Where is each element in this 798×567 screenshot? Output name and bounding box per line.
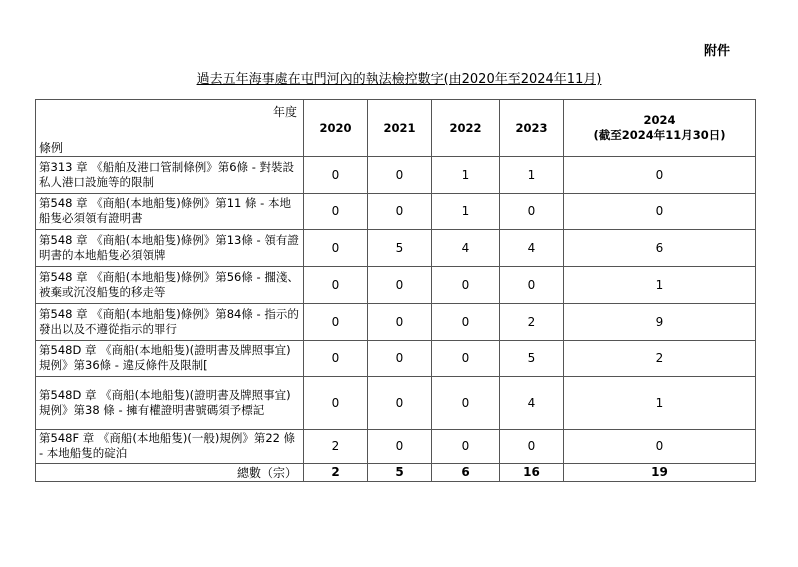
- year-header-label: 年度: [36, 100, 304, 139]
- ordinance-cell: 第548 章 《商船(本地船隻)條例》第84條 - 指示的發出以及不遵從指示的罪行: [36, 303, 304, 340]
- value-cell: 4: [500, 229, 564, 266]
- ordinance-cell: 第548 章 《商船(本地船隻)條例》第11 條 - 本地船隻必須領有證明書: [36, 193, 304, 229]
- category-header-label: 條例: [36, 139, 304, 157]
- year-header-2024: [564, 100, 756, 157]
- value-cell: 6: [564, 229, 756, 266]
- table-row: [36, 303, 756, 340]
- value-cell: 0: [432, 303, 500, 340]
- value-cell: 0: [304, 193, 368, 229]
- value-cell: 0: [432, 340, 500, 376]
- value-cell: 1: [564, 376, 756, 429]
- table-row: [36, 376, 756, 429]
- value-cell: 0: [304, 156, 368, 193]
- value-cell: 1: [432, 193, 500, 229]
- year-2024-label: 2024: [643, 112, 676, 127]
- value-cell: 0: [368, 340, 432, 376]
- total-value-2022: 6: [432, 463, 500, 481]
- value-cell: 0: [304, 340, 368, 376]
- total-value-2020: 2: [304, 463, 368, 481]
- document-title: 過去五年海事處在屯門河內的執法檢控數字(由2020年至2024年11月): [196, 72, 602, 87]
- value-cell: 0: [500, 266, 564, 303]
- ordinance-cell: 第548 章 《商船(本地船隻)條例》第56條 - 擱淺、被棄或沉沒船隻的移走等: [36, 266, 304, 303]
- table-row: [36, 429, 756, 463]
- year-header-2022: 2022: [432, 100, 500, 157]
- value-cell: 4: [432, 229, 500, 266]
- value-cell: 0: [564, 193, 756, 229]
- value-cell: 2: [304, 429, 368, 463]
- value-cell: 0: [432, 429, 500, 463]
- ordinance-cell: 第548D 章 《商船(本地船隻)(證明書及牌照事宜)規例》第36條 - 違反條件及限制[: [36, 340, 304, 376]
- table-row: [36, 156, 756, 193]
- total-value-2021: 5: [368, 463, 432, 481]
- table-row: [36, 193, 756, 229]
- total-row: [36, 463, 756, 481]
- value-cell: 0: [368, 156, 432, 193]
- year-header-2023: 2023: [500, 100, 564, 157]
- value-cell: 1: [564, 266, 756, 303]
- value-cell: 5: [368, 229, 432, 266]
- value-cell: 0: [368, 429, 432, 463]
- ordinance-cell: 第548F 章 《商船(本地船隻)(一般)規例》第22 條 - 本地船隻的碇泊: [36, 429, 304, 463]
- ordinance-cell: 第548 章 《商船(本地船隻)條例》第13條 - 領有證明書的本地船隻必須領牌: [36, 229, 304, 266]
- value-cell: 5: [500, 340, 564, 376]
- value-cell: 0: [564, 429, 756, 463]
- value-cell: 9: [564, 303, 756, 340]
- value-cell: 1: [432, 156, 500, 193]
- value-cell: 4: [500, 376, 564, 429]
- ordinance-cell: 第313 章 《船舶及港口管制條例》第6條 - 對裝設私人港口設施等的限制: [36, 156, 304, 193]
- table-row: [36, 340, 756, 376]
- value-cell: 1: [500, 156, 564, 193]
- value-cell: 0: [564, 156, 756, 193]
- value-cell: 0: [368, 303, 432, 340]
- total-value-2024: 19: [564, 463, 756, 481]
- value-cell: 0: [432, 266, 500, 303]
- annex-label: 附件: [703, 44, 730, 59]
- value-cell: 0: [368, 266, 432, 303]
- value-cell: 0: [500, 429, 564, 463]
- enforcement-table: [35, 99, 756, 482]
- ordinance-cell: 第548D 章 《商船(本地船隻)(證明書及牌照事宜)規例》第38 條 - 擁有權證明書號碼須予標記: [36, 376, 304, 429]
- year-header-2020: 2020: [304, 100, 368, 157]
- value-cell: 2: [500, 303, 564, 340]
- header-row: [36, 100, 756, 139]
- table-row: [36, 266, 756, 303]
- value-cell: 0: [368, 376, 432, 429]
- total-value-2023: 16: [500, 463, 564, 481]
- value-cell: 2: [564, 340, 756, 376]
- year-header-2021: 2021: [368, 100, 432, 157]
- value-cell: 0: [432, 376, 500, 429]
- value-cell: 0: [304, 266, 368, 303]
- value-cell: 0: [304, 303, 368, 340]
- table-row: [36, 229, 756, 266]
- value-cell: 0: [500, 193, 564, 229]
- value-cell: 0: [304, 376, 368, 429]
- value-cell: 0: [304, 229, 368, 266]
- year-2024-note: (截至2024年11月30日): [593, 127, 726, 142]
- total-label: 總數（宗）: [36, 463, 304, 481]
- value-cell: 0: [368, 193, 432, 229]
